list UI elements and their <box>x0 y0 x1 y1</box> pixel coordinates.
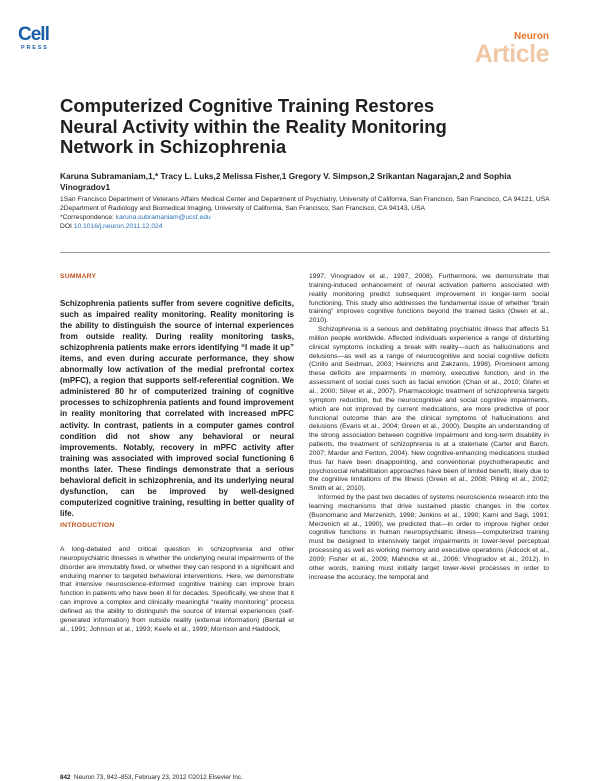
correspondence-line <box>60 214 550 223</box>
logo-press-text: PRESS <box>21 45 49 51</box>
journal-citation: Neuron 73, 842–853, February 23, 2012 ©2012 Elsevier Inc. <box>74 774 243 781</box>
affiliations-block <box>60 196 550 232</box>
intro-paragraph: A long-debated and critical question in schizophrenia and other neuropsychiatric illnesses is whether the underlying neural impairments of the disorder are immutably fixed, or whether they can respond in a significant and enduring manner to targeted behavioral interventions. Here, we demonstrate that intensive neuroscience-informed cognitive training can improve brain function in patients who have been ill for decades. Specifically, we show that it can improve a complex and clinically meaningful “reality monitoring” process defined as the ability to distinguish the source of internal experiences (self-generated information) from outside reality (external information) (Bentall et al., 1991; Johnson et al., 1993; Keefe et al., 1999; Morrison and Haddock, <box>60 546 294 633</box>
doi-line <box>60 223 550 232</box>
correspondence-email-link[interactable]: karuna.subramaniam@ucsf.edu <box>115 213 211 221</box>
journal-name: Neuron <box>514 31 549 42</box>
cell-press-logo <box>18 25 48 59</box>
affiliation-1: 1San Francisco Department of Veterans Affairs Medical Center and Department of Psychiatry, University of California, San Francisco, San Francisco, CA 94121, USA <box>60 196 550 203</box>
correspondence-label: *Correspondence: <box>60 213 116 221</box>
body-paragraph-2: Schizophrenia is a serious and debilitating psychiatric illness that affects 51 million people worldwide. Affected individuals experience a range of disturbing clinical symptoms including a break with reality—such as hallucinations and delusions—as well as a range of neurocognitive and social cognitive deficits (Cirillo and Seidman, 2003; Heinrichs and Zakzanis, 1998). Prominent among these deficits are impairments in memory, executive function, and in the assessment of social cues such as facial emotion (Chan et al., 2010; Glahn et al., 2000; Silver et al., 2007). Pharmacologic treatment of schizophrenia targets symptom reduction, but the neurocognitive and social cognitive impairments, which are not improved by current medications, are more predictive of poor functional outcome than are the clinical symptoms of hallucinations and delusions (Evans et al., 2004; Green et al., 2000). Despite an understanding of the strong association between cognitive impairment and long-term disability in patients, the treatment of schizophrenia is at a stalemate (Carter and Barch, 2007; Marder and Fenton, 2004). New cognitive-enhancing medications studied thus far have been disappointing, and conventional psychotherapeutic and psychosocial rehabilitation approaches have been of limited benefit, likely due to the cognitive limitations of the illness (Green et al., 2008; Pilling et al., 2002; Smith et al., 2010). <box>309 326 549 493</box>
author-list: Karuna Subramaniam,1,* Tracy L. Luks,2 Melissa Fisher,1 Gregory V. Simpson,2 Srikantan Nagarajan,2 and Sophia Vinogradov1 <box>60 171 512 192</box>
logo-cell-text: Cell <box>18 24 49 45</box>
affiliation-2: 2Department of Radiology and Biomedical Imaging, University of California, San Francisco, San Francisco, CA 94143, USA <box>60 204 426 212</box>
page-footer <box>60 774 243 781</box>
page-number: 842 <box>60 774 71 781</box>
doi-label: DOI <box>60 222 74 230</box>
introduction-heading: INTRODUCTION <box>60 522 115 529</box>
article-type: Article <box>474 40 549 68</box>
body-paragraph-3: Informed by the past two decades of systems neuroscience research into the learning mechanisms that drive sustained plastic changes in the cortex (Buonomano and Merzenich, 1998; Jenkins et al., 1990; Kami and Sagi, 1991; Merzenich et al., 1990), we predicted that—in order to improve higher order cognitive functions in human neuropsychiatric illness—computerized training must be designed to intensively target impairments in lower-level perceptual processing as well as working memory and executive operations (Adcock et al., 2009; Fisher et al., 2009; Mahncke et al., 2006; Vinogradov et al., 2012). In other words, training must initially target lower-level processes in order to increase the accuracy, the temporal and <box>309 494 549 581</box>
summary-text: Schizophrenia patients suffer from severe cognitive deficits, such as impaired reality monitoring. Reality monitoring is the ability to distinguish the source of internal experiences from outside reality. During reality monitoring tasks, schizophrenia patients make errors identifying “I made it up” items, and even during accurate performance, they show abnormally low activation of the medial prefrontal cortex (mPFC), a region that supports self-referential cognition. We administered 80 hr of computerized training of cognitive processes to schizophrenia patients and found improvement in reality monitoring that correlated with increased mPFC activity. In contrast, patients in a computer games control condition did not show any behavioral or neural improvements. Notably, recovery in mPFC activity after training was associated with improved social functioning 6 months later. These findings demonstrate that a serious behavioral deficit in schizophrenia, and its underlying neural dysfunction, can be improved by well-designed computerized cognitive training, resulting in better quality of life. <box>60 299 294 518</box>
introduction-text <box>60 546 294 634</box>
body-paragraph-1: 1997; Vinogradov et al., 1997, 2008). Furthermore, we demonstrate that training-induced enhancement of neural activation patterns associated with reality monitoring predict subsequent improvement in longer-term social functioning. This study also addresses the fundamental issue of whether “brain training” improves cognitive functions beyond the trained tasks (Owen et al., 2010). <box>309 273 549 325</box>
header-divider <box>60 252 550 253</box>
article-title: Computerized Cognitive Training Restores Neural Activity within the Reality Monitoring Network in Schizophrenia <box>60 95 447 157</box>
summary-heading: SUMMARY <box>60 273 97 280</box>
right-column-text <box>309 273 549 583</box>
doi-link[interactable]: 10.1016/j.neuron.2011.12.024 <box>73 222 163 230</box>
